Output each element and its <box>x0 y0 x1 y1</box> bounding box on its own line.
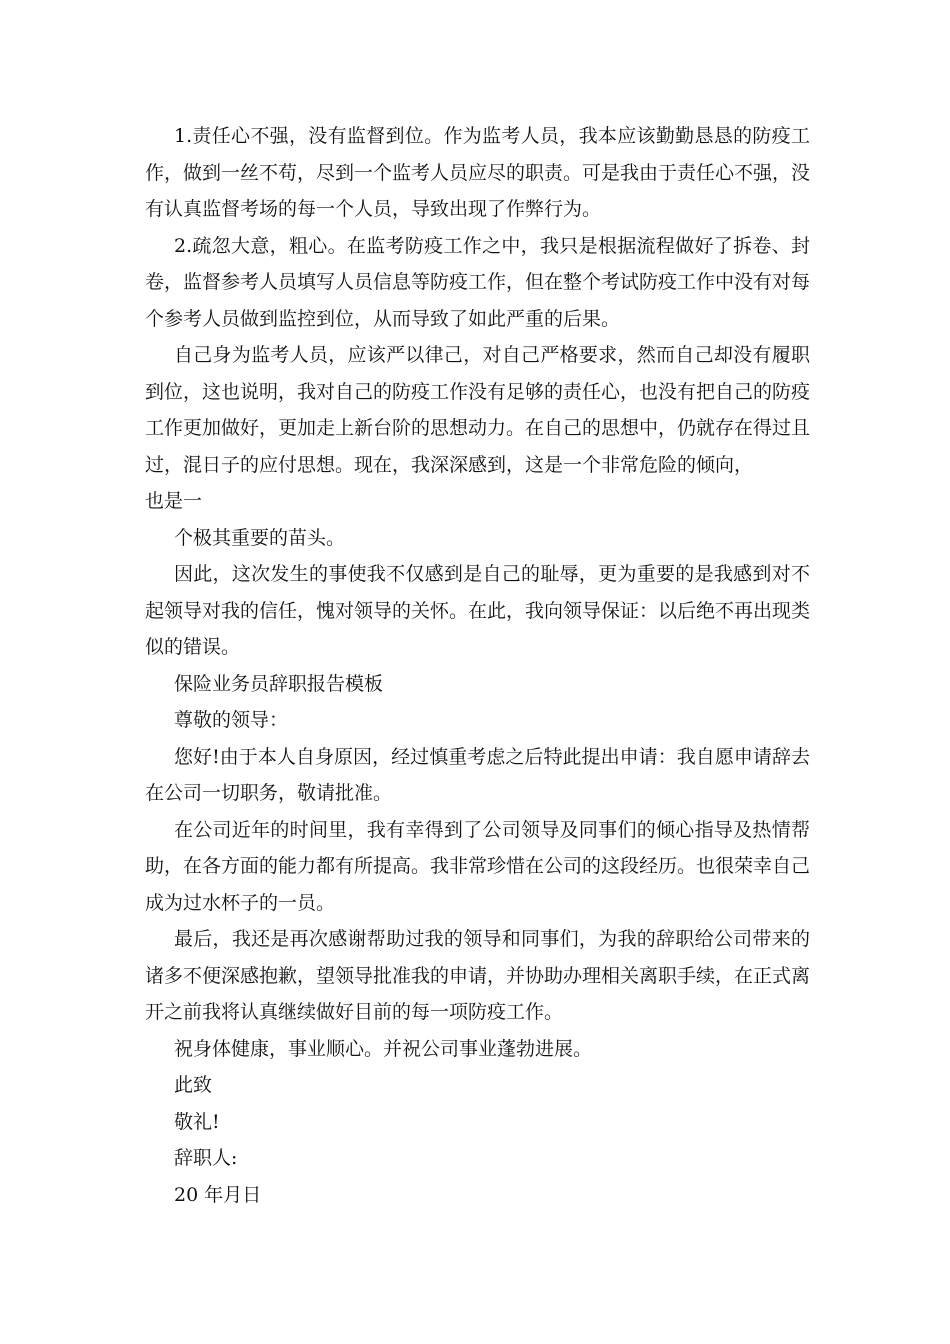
paragraph-gratitude: 在公司近年的时间里，我有幸得到了公司领导及同事们的倾心指导及热情帮助，在各方面的能力都有所提高。我非常珍惜在公司的这段经历。也很荣幸自己成为过水杯子的一员。 <box>145 818 811 914</box>
salutation: 尊敬的领导： <box>174 709 289 731</box>
document-body <box>145 118 810 1213</box>
closing-salute: 敬礼! <box>174 1110 220 1133</box>
section-title: 保险业务员辞职报告模板 <box>174 672 384 695</box>
closing-phrase: 此致 <box>174 1074 213 1096</box>
paragraph-wishes: 祝身体健康，事业顺心。并祝公司事业蓬勃进展。 <box>174 1037 593 1060</box>
paragraph-continuation: 个极其重要的苗头。 <box>174 526 346 549</box>
paragraph-request: 您好!由于本人自身原因，经过慎重考虑之后特此提出申请：我自愿申请辞去在公司一切职务，敬请批准。 <box>145 745 810 804</box>
paragraph-point-2: 2.疏忽大意，粗心。在监考防疫工作之中，我只是根据流程做好了拆卷、封卷，监督参考人员填写人员信息等防疫工作，但在整个考试防疫工作中没有对每个参考人员做到监控到位，从而导致了如此严重的后果。 <box>145 234 811 330</box>
paragraph-self-reflection: 自己身为监考人员，应该严以律己，对自己严格要求，然而自己却没有履职到位，这也说明，我对自己的防疫工作没有足够的责任心，也没有把自己的防疫工作更加做好，更加走上新台阶的思想动力。在自己的思想中，仍就存在得过且过，混日子的应付思想。现在，我深深感到，这是一个非常危险的倾向， <box>145 344 811 476</box>
paragraph-closing-thanks: 最后，我还是再次感谢帮助过我的领导和同事们，为我的辞职给公司带来的诸多不便深感抱歉，望领导批准我的申请，并协助办理相关离职手续，在正式离开之前我将认真继续做好目前的每一项防疫工作。 <box>145 928 811 1023</box>
signature-label: 辞职人: <box>174 1147 238 1169</box>
date-line: 20 年月日 <box>174 1183 262 1206</box>
paragraph-apology: 因此，这次发生的事使我不仅感到是自己的耻辱，更为重要的是我感到对不起领导对我的信任，愧对领导的关怀。在此，我向领导保证：以后绝不再出现类似的错误。 <box>145 563 811 658</box>
paragraph-fragment: 也是一 <box>145 490 203 512</box>
paragraph-point-1: 1.责任心不强，没有监督到位。作为监考人员，我本应该勤勤恳恳的防疫工作，做到一丝不苟，尽到一个监考人员应尽的职责。可是我由于责任心不强，没有认真监督考场的每一个人员，导致出现了作弊行为。 <box>145 125 811 220</box>
